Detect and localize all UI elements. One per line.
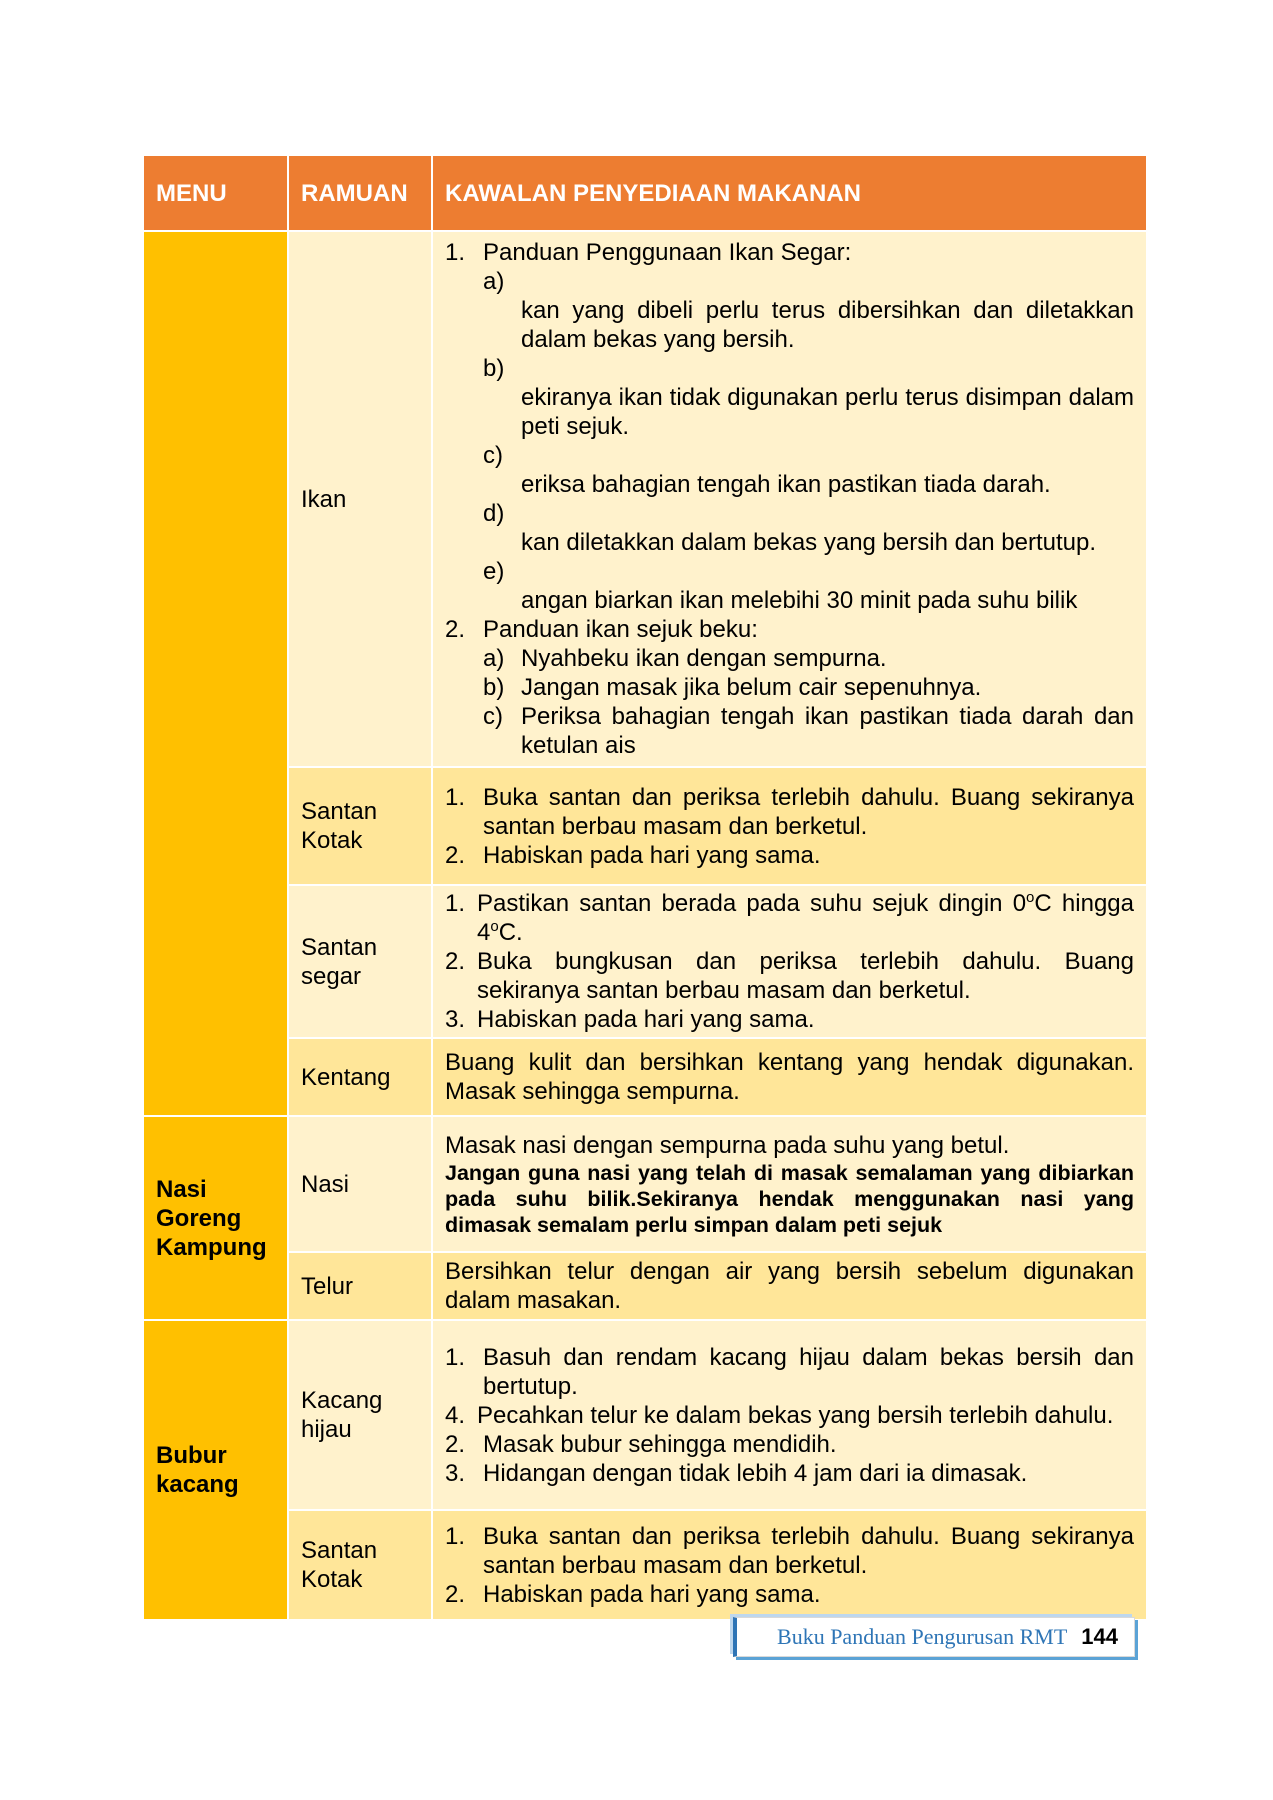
kawalan-santan-segar: 1. Pastikan santan berada pada suhu sejuk dingin 0$^o$C hingga 4$^o$C. 2. Buka bungkusan dan periksa terlebih dahulu. Buang sekiranya santan berbau masam dan berketul. 3. Habiskan pada hari yang sama. [432, 885, 1147, 1038]
ikan-p1-list: a) kan yang dibeli perlu terus dibersihkan dan diletakkan dalam bekas yang bersih. b) ekiranya ikan tidak digunakan perlu terus disimpan dalam peti sejuk. c) eriksa bahagian tengah ikan pastikan tiada darah. d) kan diletakkan dalam bekas yang bersih dan bertutup. e) angan biarkan ikan melebihi 30 minit pada suhu bilik [483, 268, 1134, 614]
ramuan-ikan: Ikan [288, 231, 432, 767]
table-row [143, 885, 1147, 1038]
kawalan-kacang-hijau: 1. Basuh dan rendam kacang hijau dalam bekas bersih dan bertutup. 4. Pecahkan telur ke dalam bekas yang bersih terlebih dahulu. 2. Masak bubur sehingga mendidih. 3. Hidangan dengan tidak lebih 4 jam dari ia dimasak. [432, 1320, 1147, 1510]
kawalan-santan-kotak-2: 1. Buka santan dan periksa terlebih dahulu. Buang sekiranya santan berbau masam dan berketul. 2. Habiskan pada hari yang sama. [432, 1510, 1147, 1620]
ramuan-santan-segar: Santan segar [288, 885, 432, 1038]
table-row [143, 1252, 1147, 1320]
page-number: 144 [1081, 1624, 1118, 1649]
ramuan-kentang: Kentang [288, 1038, 432, 1116]
table-header-row [143, 155, 1147, 231]
menu-bubur-kacang: Bubur kacang [143, 1320, 288, 1620]
header-kawalan: KAWALAN PENYEDIAAN MAKANAN [432, 155, 1147, 231]
header-menu: MENU [143, 155, 288, 231]
kawalan-nasi: Masak nasi dengan sempurna pada suhu yang betul. Jangan guna nasi yang telah di masak semalaman yang dibiarkan pada suhu bilik.Sekiranya hendak menggunakan nasi yang dimasak semalam perlu simpan dalam peti sejuk [432, 1116, 1147, 1252]
kawalan-ikan: 1. Panduan Penggunaan Ikan Segar: a) kan yang dibeli perlu terus dibersihkan dan diletakkan dalam bekas yang bersih. b) ekiranya ikan tidak digunakan perlu terus disimpan dalam peti sejuk. c) eriksa bahagian tengah ikan pastikan tiada darah. d) kan diletakkan dalam bekas yang bersih dan bertutup. e) angan biarkan ikan melebihi 30 minit pada suhu bilik 2. Panduan ikan sejuk beku: a) Nyahbeku ikan dengan sempurna. b) Jangan masak jika belum cair sepenuhnya. c) Periksa bahagian tengah ikan pastikan tiada darah dan ketulan ais [432, 231, 1147, 767]
table-row [143, 231, 1147, 767]
ramuan-santan-kotak-2: Santan Kotak [288, 1510, 432, 1620]
food-control-table [142, 154, 1148, 1621]
kawalan-santan-kotak: 1. Buka santan dan periksa terlebih dahulu. Buang sekiranya santan berbau masam dan berketul. 2. Habiskan pada hari yang sama. [432, 767, 1147, 885]
menu-cell-empty [143, 231, 288, 1116]
table-row [143, 1510, 1147, 1620]
kawalan-telur: Bersihkan telur dengan air yang bersih sebelum digunakan dalam masakan. [432, 1252, 1147, 1320]
ramuan-telur: Telur [288, 1252, 432, 1320]
table-row [143, 1320, 1147, 1510]
kawalan-kentang: Buang kulit dan bersihkan kentang yang hendak digunakan. Masak sehingga sempurna. [432, 1038, 1147, 1116]
table-row [143, 1038, 1147, 1116]
menu-nasi-goreng: Nasi Goreng Kampung [143, 1116, 288, 1320]
page-footer [733, 1617, 1135, 1657]
ramuan-kacang-hijau: Kacang hijau [288, 1320, 432, 1510]
table-row [143, 767, 1147, 885]
header-ramuan: RAMUAN [288, 155, 432, 231]
table-row [143, 1116, 1147, 1252]
ramuan-santan-kotak: Santan Kotak [288, 767, 432, 885]
ikan-p2-title: Panduan ikan sejuk beku: [483, 616, 758, 643]
ikan-p1-title: Panduan Penggunaan Ikan Segar: [483, 239, 852, 266]
nasi-warning: Jangan guna nasi yang telah di masak semalaman yang dibiarkan pada suhu bilik.Sekiranya hendak menggunakan nasi yang dimasak semalam perlu simpan dalam peti sejuk [445, 1160, 1134, 1237]
ramuan-nasi: Nasi [288, 1116, 432, 1252]
footer-title: Buku Panduan Pengurusan RMT [777, 1624, 1068, 1649]
